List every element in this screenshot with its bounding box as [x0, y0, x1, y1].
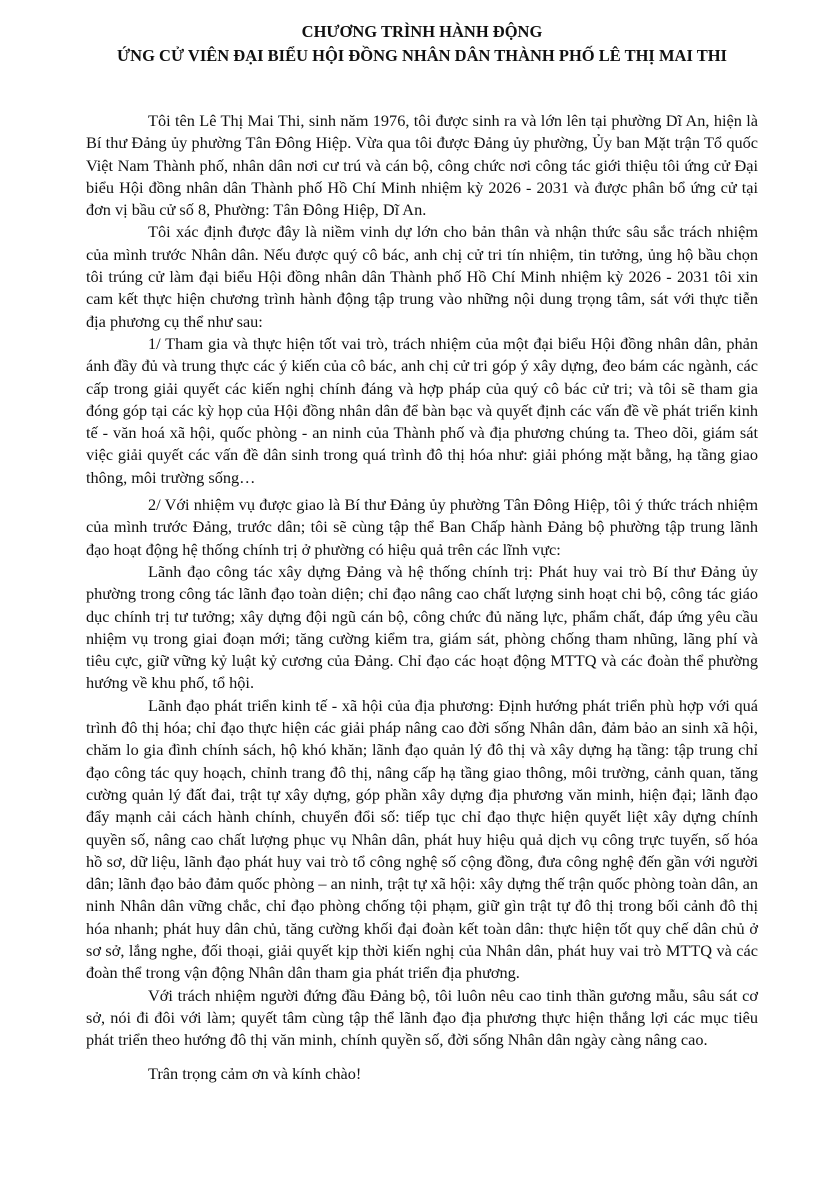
paragraph-closing: Trân trọng cảm ơn và kính chào!	[148, 1064, 362, 1084]
document-title-line-2: ỨNG CỬ VIÊN ĐẠI BIỂU HỘI ĐỒNG NHÂN DÂN THÀNH PHỐ LÊ THỊ MAI THI	[117, 46, 727, 65]
document-title-line-1: CHƯƠNG TRÌNH HÀNH ĐỘNG	[301, 22, 543, 41]
paragraph-responsibility: Với trách nhiệm người đứng đầu Đảng bộ, tôi luôn nêu cao tinh thần gương mẫu, sâu sát cơ sở, nói đi đôi với làm; quyết tâm cùng tập thể lãnh đạo địa phương thực hiện thắng lợi các mục tiêu phát triển theo hướng đô thị văn minh, chính quyền số, đời sống Nhân dân ngày càng nâng cao.	[86, 985, 758, 1050]
paragraph-commitment: Tôi xác định được đây là niềm vinh dự lớn cho bản thân và nhận thức sâu sắc trách nhiệm của mình trước Nhân dân. Nếu được quý cô bác, anh chị cử tri tín nhiệm, tin tưởng, ủng hộ bầu chọn tôi trúng cử làm đại biểu Hội đồng nhân dân Thành phố Hồ Chí Minh nhiệm kỳ 2026 - 2031 tôi xin cam kết thực hiện chương trình hành động tập trung vào những nội dung trọng tâm, sát với thực tiễn địa phương cụ thể như sau:	[86, 222, 758, 331]
document-page	[86, 20, 758, 1086]
paragraph-socio-economic: Lãnh đạo phát triển kinh tế - xã hội của địa phương: Định hướng phát triển phù hợp với quá trình đô thị hóa; chỉ đạo thực hiện các giải pháp nâng cao đời sống Nhân dân, đảm bảo an sinh xã hội, chăm lo gia đình chính sách, hộ khó khăn; lãnh đạo quản lý đô thị và xây dựng hạ tầng: tập trung chỉ đạo công tác quy hoạch, chỉnh trang đô thị, nâng cấp hạ tầng giao thông, môi trường, cảnh quan, tăng cường quản lý đất đai, trật tự xây dựng, góp phần xây dựng địa phương văn minh, hiện đại; lãnh đạo đẩy mạnh cải cách hành chính, chuyển đổi số: tiếp tục chỉ đạo thực hiện quyết liệt xây dựng chính quyền số, nâng cao chất lượng phục vụ Nhân dân, phát huy hiệu quả dịch vụ công trực tuyến, số hóa hồ sơ, dữ liệu, lãnh đạo phát huy vai trò tổ công nghệ số cộng đồng, đưa công nghệ đến gần với người dân; lãnh đạo bảo đảm quốc phòng – an ninh, trật tự xã hội: xây dựng thế trận quốc phòng toàn dân, an ninh Nhân dân vững chắc, chỉ đạo phòng chống tội phạm, giữ gìn trật tự đô thị trong bối cảnh đô thị hóa nhanh; phát huy dân chủ, tăng cường khối đại đoàn kết toàn dân: thực hiện tốt quy chế dân chủ ở sơ sở, lắng nghe, đối thoại, giải quyết kịp thời kiến nghị của Nhân dân, phát huy vai trò MTTQ và các đoàn thể trong vận động Nhân dân tham gia phát triển địa phương.	[86, 695, 758, 983]
paragraph-party-building: Lãnh đạo công tác xây dựng Đảng và hệ thống chính trị: Phát huy vai trò Bí thư Đảng ủy phường trong công tác lãnh đạo toàn diện; chỉ đạo nâng cao chất lượng sinh hoạt chi bộ, công tác giáo dục chính trị tư tưởng; xây dựng đội ngũ cán bộ, công chức đủ năng lực, phẩm chất, đáp ứng yêu cầu nhiệm vụ trong giai đoạn mới; tăng cường kiểm tra, giám sát, phòng chống tham nhũng, lãng phí và tiêu cực, giữ vững kỷ luật kỷ cương của Đảng. Chỉ đạo các hoạt động MTTQ và các đoàn thể phường hướng về khu phố, tổ hội.	[86, 561, 758, 693]
document-body	[86, 110, 758, 1086]
paragraph-point-2: 2/ Với nhiệm vụ được giao là Bí thư Đảng ủy phường Tân Đông Hiệp, tôi ý thức trách nhiệm của mình trước Đảng, trước dân; tôi sẽ cùng tập thể Ban Chấp hành Đảng bộ phường tập trung lãnh đạo hoạt động hệ thống chính trị ở phường có hiệu quả trên các lĩnh vực:	[86, 495, 758, 559]
paragraph-introduction: Tôi tên Lê Thị Mai Thi, sinh năm 1976, tôi được sinh ra và lớn lên tại phường Dĩ An, hiện là Bí thư Đảng ủy phường Tân Đông Hiệp. Vừa qua tôi được Đảng ủy phường, Ủy ban Mặt trận Tổ quốc Việt Nam Thành phố, nhân dân nơi cư trú và cán bộ, công chức nơi công tác giới thiệu tôi ứng cử Đại biểu Hội đồng nhân dân Thành phố Hồ Chí Minh nhiệm kỳ 2026 - 2031 và được phân bổ ứng cử tại đơn vị bầu cử số 8, Phường: Tân Đông Hiệp, Dĩ An.	[86, 111, 758, 220]
paragraph-point-1: 1/ Tham gia và thực hiện tốt vai trò, trách nhiệm của một đại biểu Hội đồng nhân dân, phản ánh đầy đủ và trung thực các ý kiến của cô bác, anh chị cử tri góp ý xây dựng, đeo bám các ngành, các cấp trong giải quyết các kiến nghị chính đáng và hợp pháp của quý cô bác cử tri; và tôi sẽ tham gia đóng góp tại các kỳ họp của Hội đồng nhân dân để bàn bạc và quyết định các vấn đề về phát triển kinh tế - văn hoá xã hội, quốc phòng - an ninh của Thành phố và địa phương chúng ta. Theo dõi, giám sát việc giải quyết các vấn đề dân sinh trong quá trình đô thị hóa như: giải phóng mặt bằng, hạ tầng giao thông, môi trường sống…	[86, 333, 758, 487]
